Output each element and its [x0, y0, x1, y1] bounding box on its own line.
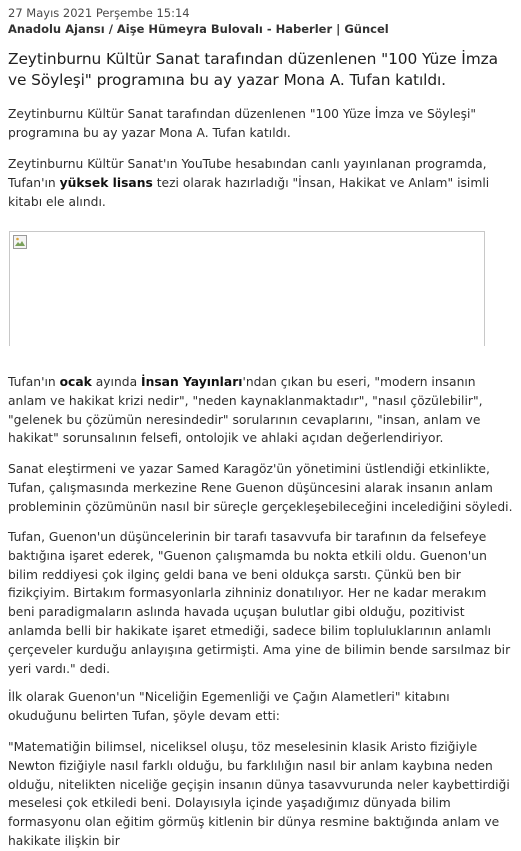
paragraph-3	[8, 373, 513, 448]
article-headline: Zeytinburnu Kültür Sanat tarafından düzenlenen "100 Yüze İmza ve Söyleşi" programına bu ay yazar Mona A. Tufan katıldı.	[8, 50, 498, 89]
article-meta	[8, 5, 513, 37]
keyword-link[interactable]: İnsan Yayınları	[141, 375, 243, 389]
paragraph-2	[8, 155, 513, 211]
paragraph-6: İlk olarak Guenon'un "Niceliğin Egemenliği ve Çağın Alametleri" kitabını okuduğunu belirten Tufan, şöyle devam etti:	[8, 690, 450, 723]
broken-image-icon	[13, 235, 27, 249]
paragraph-3-text: Tufan'ın	[8, 375, 60, 389]
paragraph-7: "Matematiğin bilimsel, niceliksel oluşu, töz meselesinin klasik Aristo fiziğiyle Newton fiziğiyle nasıl farklı olduğu, bu farklılığın nasıl bir anlam kaybına neden olduğu, nitelikten niceliğe geçişin insanın dünya tasavvurunda neler kaybettirdiği meselesi çok etkiledi beni. Dolayısıyla içinde yaşadığımız dünyada bilim formasyonu olan eğitim görmüş kitlenin bir dünya resmine baktığında anlam ve hakikate ilişkin bir	[8, 740, 510, 848]
article-image	[9, 231, 485, 346]
paragraph-4: Sanat eleştirmeni ve yazar Samed Karagöz'ün yönetimini üstlendiği etkinlikte, Tufan, çalışmasında merkezine Rene Guenon düşüncesini alarak insanın anlam probleminin çözümünün nasıl bir süreçle gerçekleşebileceğini incelediğini söyledi.	[8, 462, 513, 514]
keyword-link[interactable]: yüksek lisans	[59, 175, 153, 190]
publish-date: 27 Mayıs 2021 Perşembe 15:14	[8, 6, 190, 20]
keyword-link[interactable]: ocak	[59, 375, 92, 389]
paragraph-3-text: ayında	[91, 375, 142, 389]
paragraph-2-text: tezi olarak hazırladığı "İnsan, Hakikat ve Anlam" isimli kitabı ele alındı.	[8, 175, 490, 209]
paragraph-1: Zeytinburnu Kültür Sanat tarafından düzenlenen "100 Yüze İmza ve Söyleşi" programına bu ay yazar Mona A. Tufan katıldı.	[8, 107, 477, 140]
article-byline: Anadolu Ajansı / Aişe Hümeyra Bulovalı - Haberler | Güncel	[8, 22, 389, 36]
paragraph-2-text: Zeytinburnu Kültür Sanat'ın YouTube hesabından canlı yayınlanan programda, Tufan'ın	[8, 157, 487, 190]
paragraph-3-text: 'ndan çıkan bu eseri, "modern insanın anlam ve hakikat krizi nedir", "neden kaynaklanmaktadır", "nasıl çözülebilir", "gelenek bu çözümün neresindedir" sorularının cevaplarını, "insan, anlam ve hakikat" sorunsalının felsefi, ontolojik ve ahlaki açıdan değerlendiriyor.	[8, 375, 483, 446]
paragraph-5: Tufan, Guenon'un düşüncelerinin bir tarafı tasavvufa bir tarafının da felsefeye baktığına işaret ederek, "Guenon çalışmamda bu nokta etkili oldu. Guenon'un bilim reddiyesi çok ilginç geldi bana ve beni oldukça sarstı. Çünkü ben bir fizikçiyim. Birtakım formasyonlarla zihniniz donatılıyor. Her ne kadar merakım beni paradigmaların aslında havada uçuşan bulutlar gibi olduğu, pozitivist anlamda belli bir hakikate işaret etmediği, sadece bilim topluluklarının anlamlı çerçeveler kurduğu anlayışına getirmişti. Ama yine de bilimin bende sarsılmaz bir yeri vardı." dedi.	[8, 530, 511, 676]
